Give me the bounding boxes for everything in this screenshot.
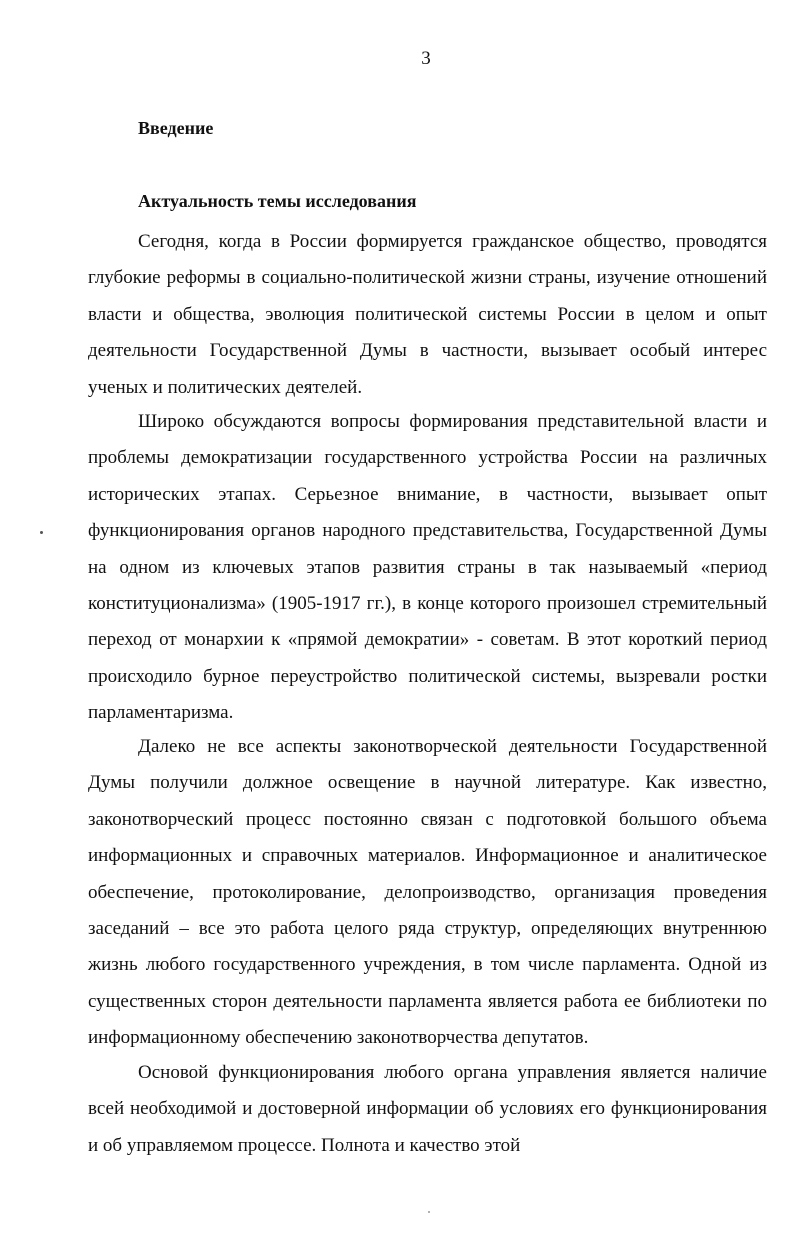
scan-speck: [40, 531, 43, 534]
scan-speck: [428, 1211, 430, 1213]
section-heading-introduction: Введение: [138, 118, 214, 138]
page-number: 3: [421, 48, 431, 69]
subsection-heading-relevance: Актуальность темы исследования: [138, 191, 417, 211]
paragraph-2: Широко обсуждаются вопросы формирования представительной власти и проблемы демократизации государственного устройства России на различных исторических этапах. Серьезное внимание, в частности, вызывает опыт функционирования органов народного представительства, Государственной Думы на одном из ключевых этапов развития страны в так называемый «период конституционализма» (1905-1917 гг.), в конце которого произошел стремительный переход от монархии к «прямой демократии» - советам. В этот короткий период происходило бурное переустройство политической системы, вызревали ростки парламентаризма.: [88, 411, 767, 724]
paragraph-4: Основой функционирования любого органа управления является наличие всей необходимой и достоверной информации об условиях его функционирования и об управляемом процессе. Полнота и качество этой: [88, 1062, 767, 1156]
paragraph-3: Далеко не все аспекты законотворческой деятельности Государственной Думы получили должное освещение в научной литературе. Как известно, законотворческий процесс постоянно связан с подготовкой большого объема информационных и справочных материалов. Информационное и аналитическое обеспечение, протоколирование, делопроизводство, организация проведения заседаний – все это работа целого ряда структур, определяющих внутреннюю жизнь любого государственного учреждения, в том числе парламента. Одной из существенных сторон деятельности парламента является работа ее библиотеки по информационному обеспечению законотворчества депутатов.: [88, 736, 767, 1049]
paragraph-1: Сегодня, когда в России формируется гражданское общество, проводятся глубокие реформы в социально-политической жизни страны, изучение отношений власти и общества, эволюция политической системы России в целом и опыт деятельности Государственной Думы в частности, вызывает особый интерес ученых и политических деятелей.: [88, 231, 767, 398]
